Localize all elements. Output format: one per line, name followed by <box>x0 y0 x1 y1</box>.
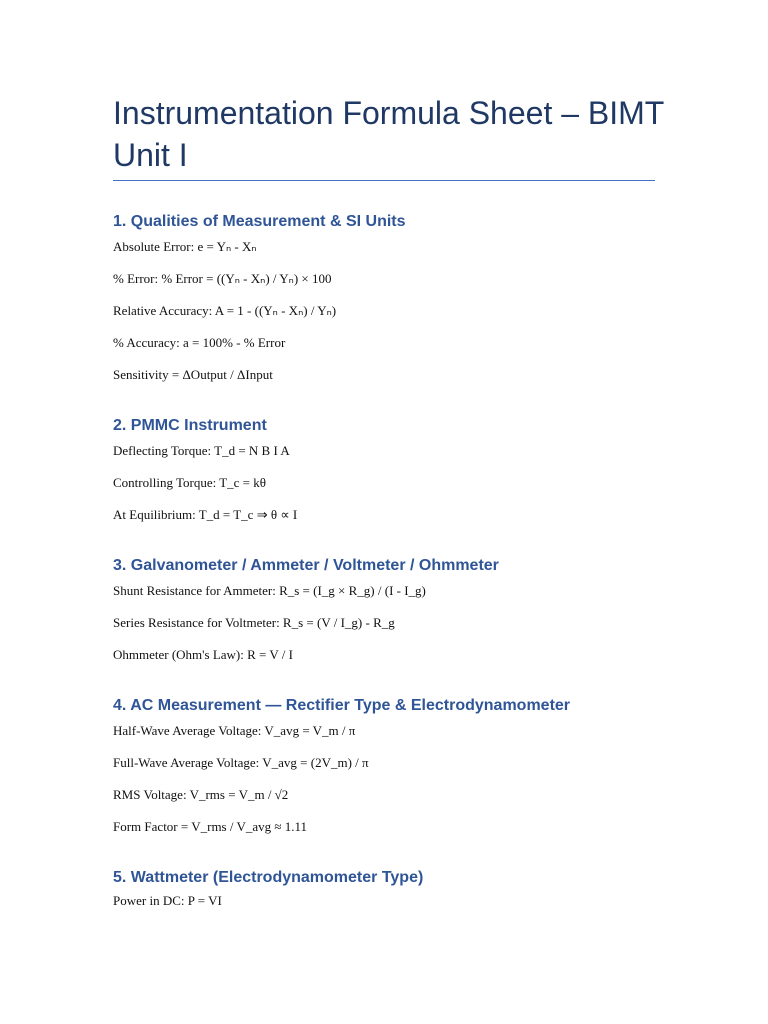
formula-rms-voltage: RMS Voltage: V_rms = V_m / √2 <box>113 787 289 802</box>
formula-ohms-law: Ohmmeter (Ohm's Law): R = V / I <box>113 647 293 662</box>
formula-percent-error: % Error: % Error = ((Yₙ - Xₙ) / Yₙ) × 100 <box>113 271 332 286</box>
section-heading-qualities: 1. Qualities of Measurement & SI Units <box>113 213 406 230</box>
section-heading-wattmeter: 5. Wattmeter (Electrodynamometer Type) <box>113 869 424 886</box>
formula-controlling-torque: Controlling Torque: T_c = kθ <box>113 475 266 490</box>
formula-half-wave-average: Half-Wave Average Voltage: V_avg = V_m / π <box>113 723 356 738</box>
formula-relative-accuracy: Relative Accuracy: A = 1 - ((Yₙ - Xₙ) / Yₙ) <box>113 303 337 318</box>
section-heading-ac-measurement: 4. AC Measurement — Rectifier Type & Electrodynamometer <box>113 697 571 714</box>
title-divider <box>113 180 655 181</box>
page-title: Instrumentation Formula Sheet – BIMT Unit I <box>113 95 664 173</box>
formula-absolute-error: Absolute Error: e = Yₙ - Xₙ <box>113 239 257 254</box>
formula-shunt-resistance: Shunt Resistance for Ammeter: R_s = (I_g × R_g) / (I - I_g) <box>113 583 426 598</box>
formula-sensitivity: Sensitivity = ΔOutput / ΔInput <box>113 367 273 382</box>
formula-percent-accuracy: % Accuracy: a = 100% - % Error <box>113 335 286 350</box>
formula-form-factor: Form Factor = V_rms / V_avg ≈ 1.11 <box>113 819 308 834</box>
section-heading-pmmc: 2. PMMC Instrument <box>113 417 267 434</box>
formula-deflecting-torque: Deflecting Torque: T_d = N B I A <box>113 443 290 458</box>
formula-series-resistance: Series Resistance for Voltmeter: R_s = (V / I_g) - R_g <box>113 615 395 630</box>
formula-full-wave-average: Full-Wave Average Voltage: V_avg = (2V_m) / π <box>113 755 369 770</box>
formula-dc-power: Power in DC: P = VI <box>113 893 222 908</box>
formula-equilibrium: At Equilibrium: T_d = T_c ⇒ θ ∝ I <box>113 507 298 522</box>
section-heading-galvanometer: 3. Galvanometer / Ammeter / Voltmeter / Ohmmeter <box>113 557 499 574</box>
